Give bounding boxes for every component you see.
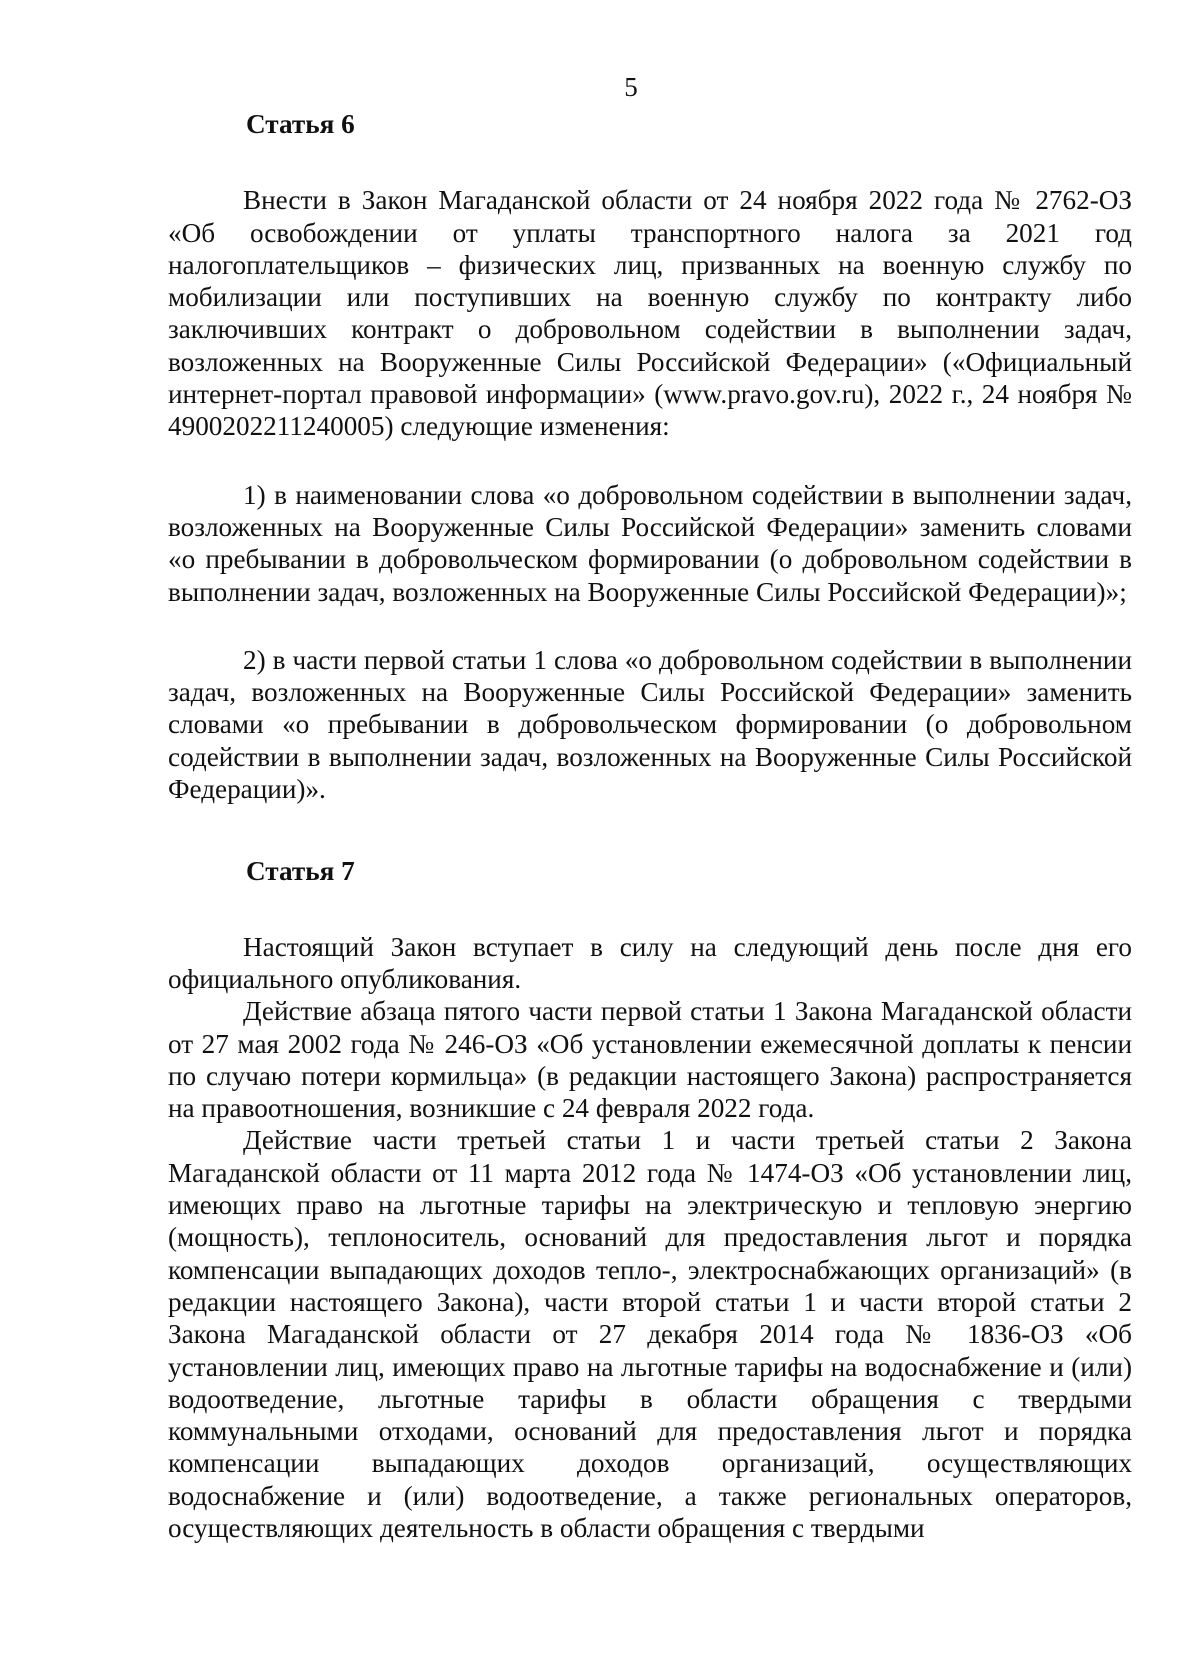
page-number: 5 [624, 72, 638, 102]
article-7-paragraph-2: Действие абзаца пятого части первой статьи 1 Закона Магаданской области от 27 мая 2002 года № 246-ОЗ «Об установлении ежемесячной доплаты к пенсии по случаю потери кормильца» (в редакции настоящего Закона) распространяется на правоотношения, возникшие с 24 февраля 2022 года. [168, 996, 1132, 1124]
article-7-paragraph-3: Действие части третьей статьи 1 и части третьей статьи 2 Закона Магаданской области от 11 марта 2012 года № 1474-ОЗ «Об установлении лиц, имеющих право на льготные тарифы на электрическую и тепловую энергию (мощность), теплоноситель, оснований для предоставления льгот и порядка компенсации выпадающих доходов тепло-, электроснабжающих организаций» (в редакции настоящего Закона), части второй статьи 1 и части второй статьи 2 Закона Магаданской области от 27 декабря 2014 года № 1836-ОЗ «Об установлении лиц, имеющих право на льготные тарифы на водоснабжение и (или) водоотведение, льготные тарифы в области обращения с твердыми коммунальными отходами, оснований для предоставления льгот и порядка компенсации выпадающих доходов организаций, осуществляющих водоснабжение и (или) водоотведение, а также региональных операторов, осуществляющих деятельность в области обращения с твердыми [168, 1125, 1132, 1543]
article-6 [168, 108, 1132, 805]
article-7-paragraph-1: Настоящий Закон вступает в силу на следующий день после дня его официального опубликования. [168, 931, 1132, 994]
article-6-item-2: 2) в части первой статьи 1 слова «о добровольном содействии в выполнении задач, возложенных на Вооруженные Силы Российской Федерации» заменить словами «о пребывании в добровольческом формировании (о добровольном содействии в выполнении задач, возложенных на Вооруженные Силы Российской Федерации)». [168, 644, 1132, 805]
article-7 [168, 855, 1132, 1544]
article-6-heading: Статья 6 [246, 109, 355, 139]
article-7-heading: Статья 7 [246, 856, 355, 887]
article-6-item-1: 1) в наименовании слова «о добровольном содействии в выполнении задач, возложенных на Вооруженные Силы Российской Федерации» заменить словами «о пребывании в добровольческом формировании (о добровольном содействии в выполнении задач, возложенных на Вооруженные Силы Российской Федерации)»; [168, 479, 1132, 607]
document-body [168, 108, 1132, 1544]
article-6-intro: Внести в Закон Магаданской области от 24 ноября 2022 года № 2762-ОЗ «Об освобождении от уплаты транспортного налога за 2021 год налогоплательщиков – физических лиц, призванных на военную службу по мобилизации или поступивших на военную службу по контракту либо заключивших контракт о добровольном содействии в выполнении задач, возложенных на Вооруженные Силы Российской Федерации» («Официальный интернет-портал правовой информации» (www.pravo.gov.ru), 2022 г., 24 ноября № 4900202211240005) следующие изменения: [168, 185, 1132, 442]
